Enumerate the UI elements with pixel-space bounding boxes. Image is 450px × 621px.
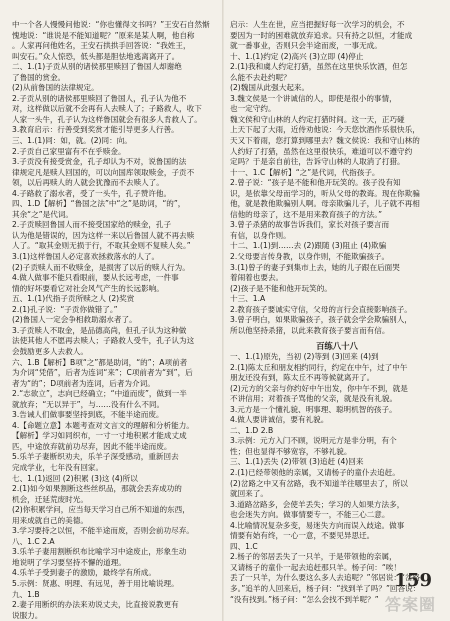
text-line: 就回来了。 [230,489,268,499]
text-line: 2.教育孩子要诚实守信，父母的言行会直接影响孩子。 [230,304,412,314]
text-line: 2.父母要言传身教，以身作则，不能欺骗孩子。 [230,252,390,262]
text-line: 情要有始有终，一心一意，不要见异思迁。 [230,531,375,541]
text-line: 2.子贡赎回鲁国人而不接受国家给的赎金，孔子 [12,220,172,230]
text-line: 上天下起了大雨，近侍劝他说：今天您饮酒作乐很快乐， [230,125,420,135]
text-line: 四、1.D【解析】“鲁国之法”中“之”是助词，“的”， [12,199,186,209]
text-line: 三、1.(1)丢失 (2)带领 (3)追赶 (4)回来 [230,457,364,467]
page-number: 159 [394,570,432,591]
text-line: 十二、1.(1)到……去 (2)跟随 (3)阻止 (4)欺骗 [230,241,387,251]
text-line: 3.教育启示：行善受到奖赏才能引导更多人行善。 [12,125,179,135]
text-line: 多。”追羊的人回来后，杨子问：“找到羊了吗？”回答说： [230,583,421,593]
text-line: 叫安石。”众人惊恐，低头都是胆怯地逃离离开了。 [12,51,180,61]
text-line: 对，这样做以后就不会再有人去赎人了；子路救人，收下 [12,104,202,114]
text-line: 3.元方是一个懂礼貌、明事理、聪明机智的孩子。 [230,404,397,414]
text-line: (2)子贡赎人而不收赎金，是损害了以后的赎人行为。 [12,262,190,272]
text-line: (2)你积累学问，应当每天学习自己所不知道的东西， [12,505,190,515]
text-line: “没有找到。”杨子问：“怎么会找不到羊呢？” [230,594,379,604]
text-line: 3.子贡赎人不取金，是品德高尚，但孔子认为这种做 [12,325,187,335]
text-line: 2.子贡从别的诸侯那里赎回了鲁国人，孔子认为他不 [12,93,187,103]
text-line: 信他的母亲了，这不是用来教育孩子的方法。” [230,209,383,219]
text-line: 3.道路岔路多，会使羊丢失；学习的人如果方法多， [230,499,405,509]
text-line: 十一、1.C【解析】“之”是代词，代指孩子。 [230,167,380,177]
text-line: 魏文侯和守山林的人约定打猎时间。这一天，正巧碰 [230,114,405,124]
text-line: (2)从前鲁国的法律规定。 [12,83,99,93]
text-line: 机会，迁延荒废时光。 [12,494,88,504]
text-line: (2)鲁国人一定会争相救助溺水者了。 [12,315,137,325]
text-line: 中一个各人慢慢问他说：“你也懂得文书吗？”王安石自然惭 [12,20,210,29]
text-line: 人了。“取其金则无损于行，不取其金则不复赎人矣。” [12,241,191,251]
text-line: 他，就是教他欺骗别人啊。母亲欺骗儿子，儿子就不再相 [230,199,420,209]
text-line: 2.曾子说：“孩子是不能和他开玩笑的。孩子没有知 [230,178,401,188]
text-line: 3.魏文侯是一个讲诚信的人，即使是很小的事情， [230,93,397,103]
text-line: 2.妻子用断织的办法来劝说丈夫，比直接说教更有 [12,600,179,610]
text-line: 所以他坚持杀猪，以此来教育孩子要言而有信。 [230,325,390,335]
text-line: 会鼓励更多人去救人。 [12,346,88,356]
text-line: 么能不去赴约呢？ [230,72,291,82]
text-line: 就放弃；“无以异于”，与……没有什么不同。 [12,399,165,409]
text-line: 用来成就自己的美德。 [12,515,88,525]
text-line: 性；但也显得不够宽容，不够礼貌。 [230,446,352,456]
text-line: 4.做人要讲诚信，要有礼貌。 [230,415,329,425]
text-line: 3.(1)这样鲁国人必定喜欢拯救落水的人了。 [12,252,160,262]
text-line: 3.示例：元方入门不顾，说明元方是非分明，有个 [230,436,397,446]
text-line: 3.学习要持之以恒，不能半途而废，否则会前功尽弃。 [12,526,194,536]
text-line: (2)岔路之中又有岔路，我不知道羊往哪里去了，所以 [230,478,408,488]
text-line: 人家一头牛，孔子认为这样鲁国就会有很多人肯救人了。 [12,114,202,124]
text-line: 3.(1)曾子的妻子到集市上去，她的儿子跟在后面哭 [230,262,400,272]
section-heading: 百练八十八 [316,341,358,352]
text-line: 3.曾子明白，如果欺骗孩子，孩子就会学会欺骗别人， [230,315,412,325]
text-line: 十、1.(1)约定 (2)高兴 (3)立即 (4)停止 [230,51,364,61]
text-line: 法使其他人不愿再去赎人；子路救人受牛，孔子认为这 [12,336,195,346]
text-line: 一、1.(1)原先，当初 (2)等到 (3)回来 (4)到 [230,351,379,361]
text-line: 愧地说：“谁说是不能知道呢？”原来是某人啊，他自称 [12,30,195,40]
text-line: 3.告诫人们做事要坚持到底，不能半途而废。 [12,410,164,420]
text-line: 4.子路救了溺水者，受了一头牛，孔子赞许他。 [12,188,172,198]
text-line: 2.(1)我和虞人约定打猎，虽然在这里快乐饮酒，但怎 [230,62,408,72]
text-line: 七、1.(1)返回 (2)积累 (3)这 (4)所以 [12,473,138,483]
text-line: 识，是依靠父母而学习的，听从父母的教诲。现在你欺骗 [230,188,420,198]
text-line: 4.【命题立意】本题考查对文言文的理解和分析能力。 [12,420,194,430]
text-line: 天又下着雨，您打算到哪里去？魏文侯说：我和守山林的 [230,136,420,146]
text-line: 2.子贡自己家里富有不在乎赎金。 [12,146,126,156]
text-line: 者为“的”；D项前者为连词，后者为介词。 [12,378,155,388]
text-line: 朋友还没有到，陈太丘不再等候就离开了。 [230,373,375,383]
text-line: 2.(1)陈太丘和朋友相约同行，约定在中午，过了中午 [230,362,408,372]
text-line: 5.示例：贤惠、明理、有远见，善于用比喻说理。 [12,578,179,588]
text-line: 2.(1)如今如果割断这些丝织品，那就会丢弃成功的 [12,484,182,494]
watermark-logo: 答案圈 [384,595,436,614]
text-line: 八、1.C 2.A [12,536,55,546]
text-line: (2)魏国从此强大起来。 [230,83,310,93]
text-line: 二、1.(1)子贡从别的诸侯那里赎回了鲁国人却谢绝 [12,62,182,72]
text-line: 九、1.B [12,589,40,599]
text-line: 2.“志欲立”，志向已经确立；“中道而废”，做到一半 [12,389,187,399]
text-line: 2.杨子的邻居丢失了一只羊，于是带领他的亲属， [230,552,397,562]
text-line: 说服力。 [12,610,43,620]
text-line: 六、1.B【解析】B项“之”都是助词，“的”；A项前者 [12,357,188,367]
text-line: 匹，中途放弃就前功尽弃，因此不能半途而废。 [12,441,172,451]
text-line: 就一番事业，否则只会半途而废，一事无成。 [230,41,382,51]
text-line: 五、1.(1)代指子贡所赎之人 (2)奖赏 [12,294,135,304]
text-line: 3.乐羊子妻用割断织布比喻学习中途废止，形象生动 [12,547,187,557]
text-line: 又请杨子的童仆一起去追赶那只羊。杨子问：“唉！ [230,562,401,572]
text-line: 4.比喻情况复杂多变，易迷失方向而误入歧途。做事 [230,520,405,530]
text-line: 领，以后再赎人的人就会犹豫而不去赎人了。 [12,178,164,188]
page-spine [222,0,224,621]
text-line: 三、1.(1)同：如，就。(2)同：向。 [12,136,132,146]
text-line: 不讲信用；对着孩子骂他的父亲，就是没有礼貌。 [230,394,398,404]
text-line: 人约好了打猎，虽然在这里很快乐，难道可以不遵守约 [230,146,413,156]
text-line: 【解析】学习如同织布，一寸一寸地积累才能成丈成 [12,431,187,441]
text-line: 3.子贡没有接受赏金，孔子却认为不对，说鲁国的法 [12,157,187,167]
text-line: 也一定守约。 [230,104,276,114]
text-line: 4.做人做事不能只看眼前，要从长远考虑，一件事 [12,273,179,283]
text-line: 情的好坏要看它对社会风气产生的长远影响。 [12,283,164,293]
text-line: 完成学业，七年没有回家。 [12,462,104,472]
text-line: 2.(1)孔子说：“子贡你做错了。” [12,304,118,314]
text-line: 丢了一只羊，为什么要这么多人去追呢？”邻居说：“岔路 [230,573,421,583]
right-column [230,20,444,605]
text-line: 3.曾子杀猪的故事告诉我们，家长对孩子要言而 [230,220,390,230]
text-line: 十三、1.A [230,294,266,304]
text-line: 定吗？于是亲自前往，告诉守山林的人取消了打猎。 [230,157,405,167]
text-line: 着闹着也要去。 [230,273,284,283]
left-column [12,20,226,621]
text-line: 地说明了学习要坚持不懈的道理。 [12,557,126,567]
text-line: 了鲁国的赏金。 [12,72,66,82]
text-line: 认为他是错误的，因为这样一来以后鲁国人就不再去赎 [12,230,195,240]
text-line: 律规定凡是赎人回国的，可以向国库领取赎金，子贡不 [12,167,195,177]
text-line: 二、1.D 2.B [230,425,274,435]
text-line: 也会迷失方向。做事情要专一，不能三心二意。 [230,510,390,520]
text-line: 有信，以身作则。 [230,230,291,240]
text-line: 5.乐羊子妻断织劝夫，乐羊子深受感动，重新回去 [12,452,179,462]
text-line: 其余“之”是代词。 [12,209,74,219]
text-line: 2.(1)已经带领他的亲属，又请杨子的童仆去追赶。 [230,467,400,477]
text-line: 四、1.C [230,541,258,551]
text-line: 启示：人生在世，应当把握好每一次学习的机会，不 [230,20,405,29]
text-line: 为介词“凭借”，后者为连词“来”；C项前者为“到”，后 [12,368,193,378]
text-line: 。人家再问他姓名，王安石拱拱手回答说：“我姓王， [12,41,191,51]
text-line: 4.乐羊子受到妻子的激励，最终学有所成。 [12,568,156,578]
text-line: (2)孩子是不能和他开玩笑的。 [230,283,332,293]
text-line: 要因为一时的困难就放弃追求。只有持之以恒，才能成 [230,30,413,40]
text-line: (2)元方的父亲与你约好中午出发，你中午不到，就是 [230,383,408,393]
